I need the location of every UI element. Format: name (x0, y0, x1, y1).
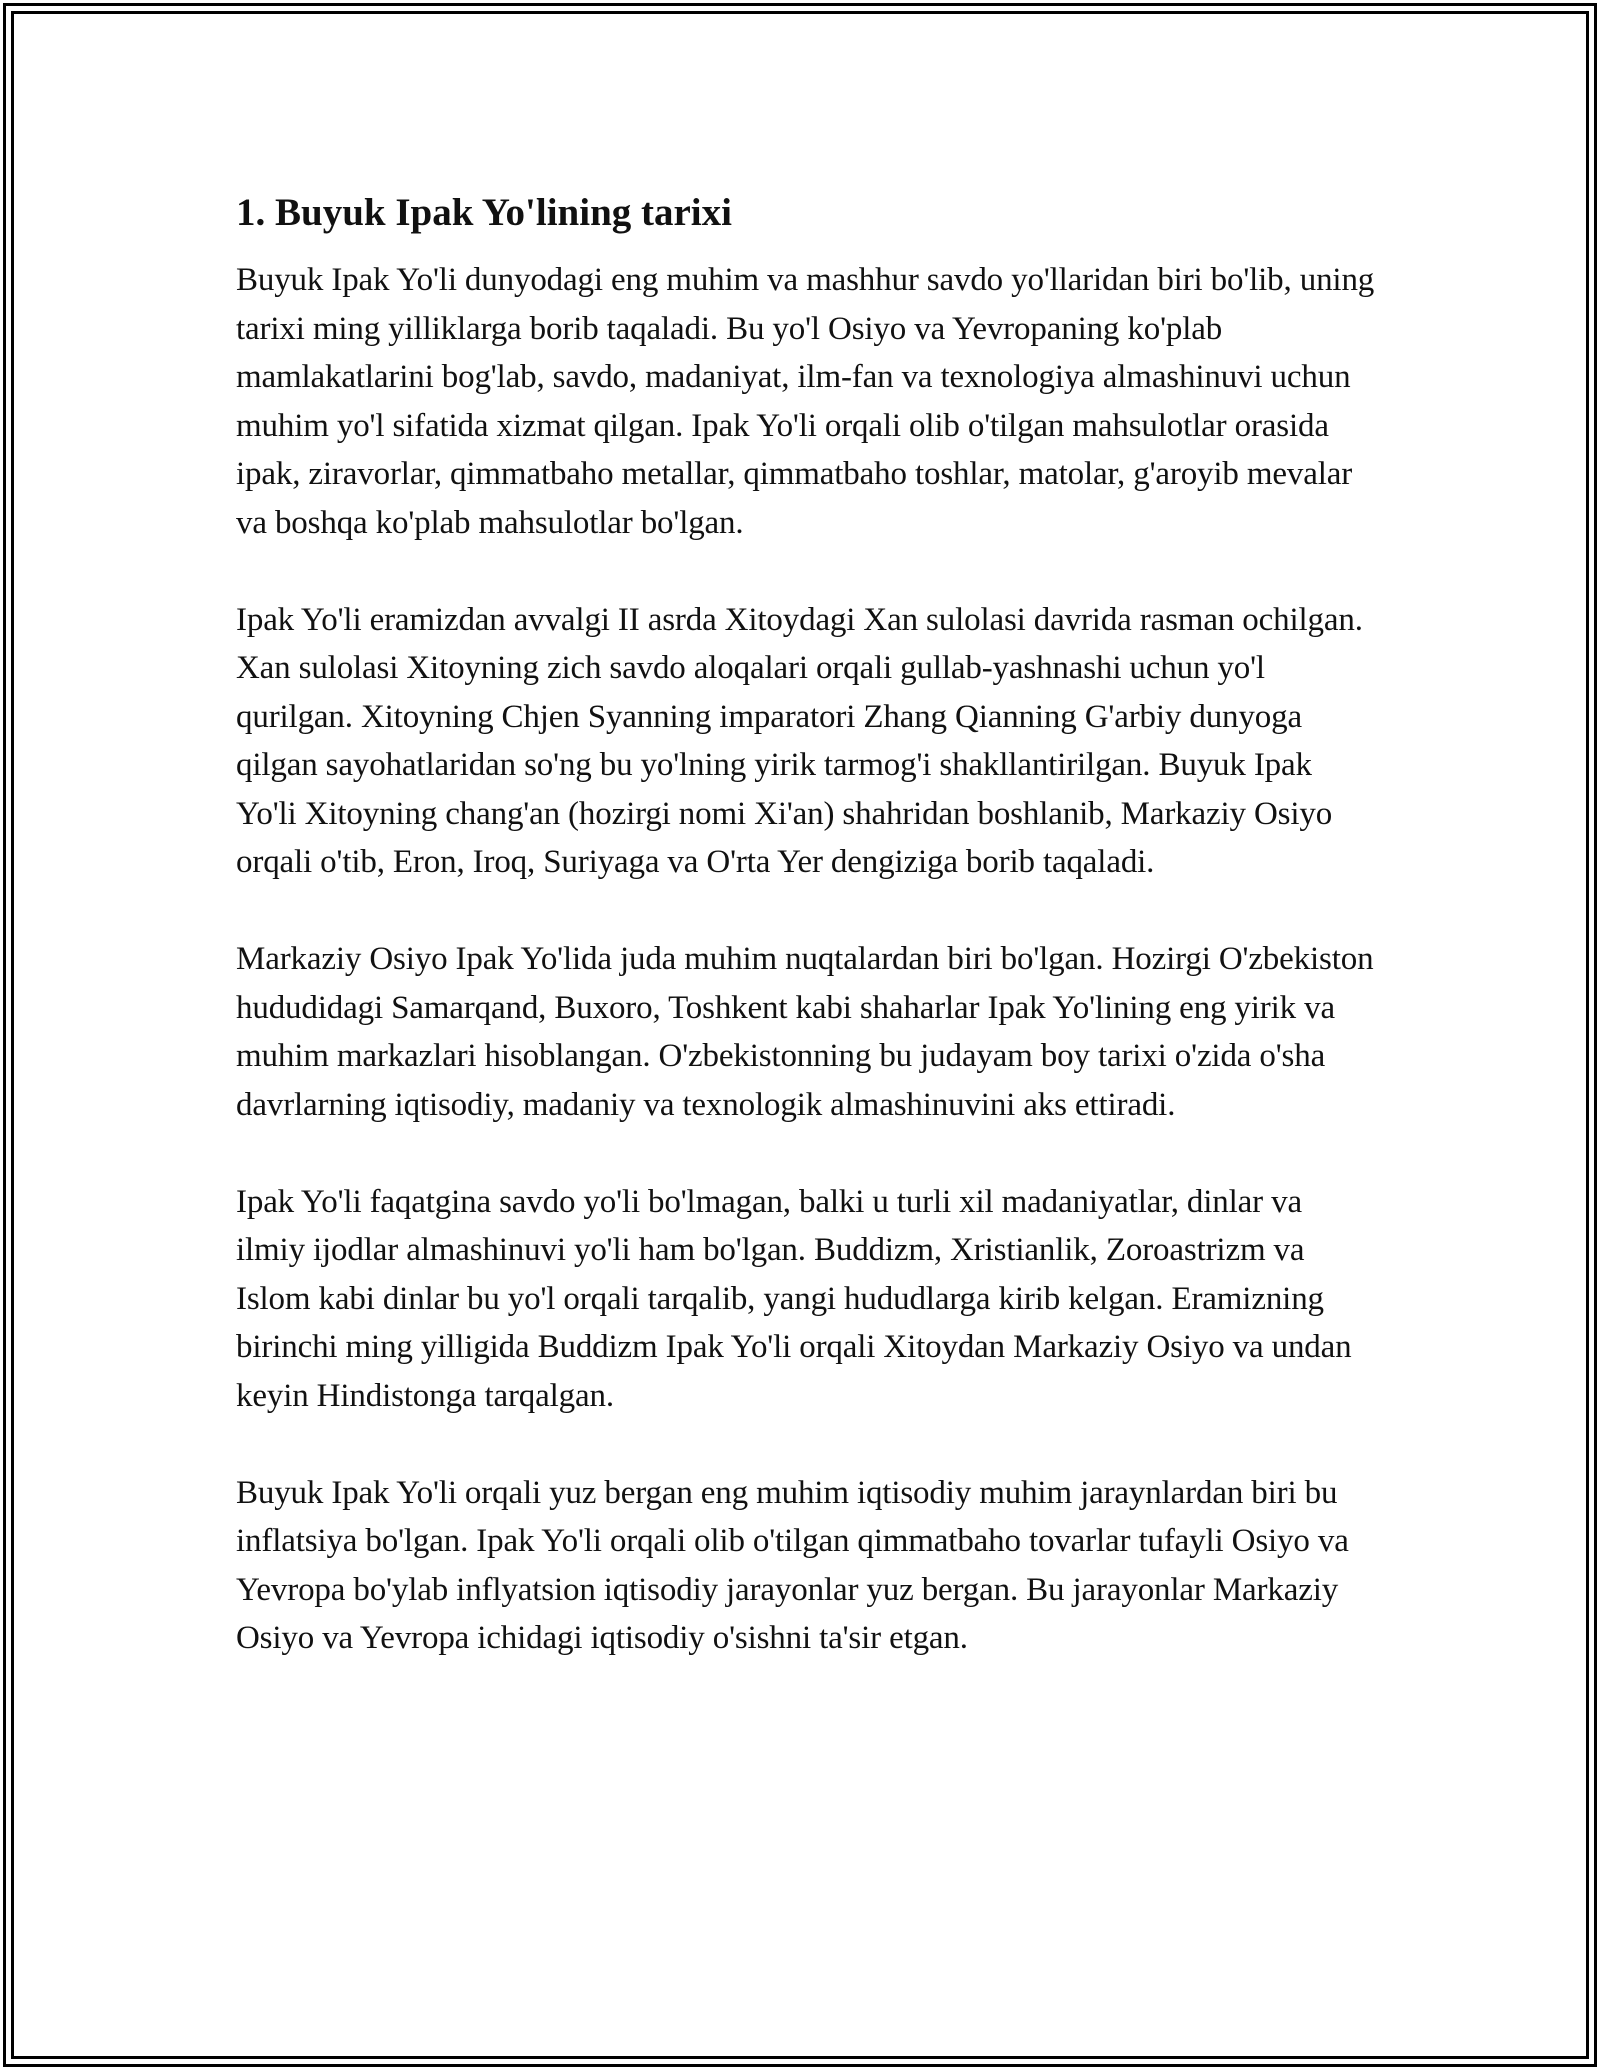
paragraph-1: Buyuk Ipak Yo'li dunyodagi eng muhim va mashhur savdo yo'llaridan biri bo'lib, uning tarixi ming yilliklarga borib taqaladi. Bu yo'l Osiyo va Yevropaning ko'plab mamlakatlarini bog'lab, savdo, madaniyat, ilm-fan va texnologiya almashinuvi uchun muhim yo'l sifatida xizmat qilgan. Ipak Yo'li orqali olib o'tilgan mahsulotlar orasida ipak, ziravorlar, qimmatbaho metallar, qimmatbaho toshlar, matolar, g'aroyib mevalar va boshqa ko'plab mahsulotlar bo'lgan. (236, 262, 1375, 541)
paragraph-4: Ipak Yo'li faqatgina savdo yo'li bo'lmagan, balki u turli xil madaniyatlar, dinlar va ilmiy ijodlar almashinuvi yo'li ham bo'lgan. Buddizm, Xristianlik, Zoroastrizm va Islom kabi dinlar bu yo'l orqali tarqalib, yangi hududlarga kirib kelgan. Eramizning birinchi ming yilligida Buddizm Ipak Yo'li orqali Xitoydan Markaziy Osiyo va undan keyin Hindistonga tarqalgan. (236, 1183, 1352, 1414)
paragraph-2: Ipak Yo'li eramizdan avvalgi II asrda Xitoydagi Xan sulolasi davrida rasman ochilgan. Xan sulolasi Xitoyning zich savdo aloqalari orqali gullab-yashnashi uchun yo'l qurilgan. Xitoyning Chjen Syanning imparatori Zhang Qianning G'arbiy dunyoga qilgan sayohatlaridan so'ng bu yo'lning yirik tarmog'i shakllantirilgan. Buyuk Ipak Yo'li Xitoyning chang'an (hozirgi nomi Xi'an) shahridan boshlanib, Markaziy Osiyo orqali o'tib, Eron, Iroq, Suriyaga va O'rta Yer dengiziga borib taqaladi. (236, 601, 1363, 880)
document-body (236, 184, 1376, 1711)
paragraph-5: Buyuk Ipak Yo'li orqali yuz bergan eng muhim iqtisodiy muhim jaraynlardan biri bu inflatsiya bo'lgan. Ipak Yo'li orqali olib o'tilgan qimmatbaho tovarlar tufayli Osiyo va Yevropa bo'ylab inflyatsion iqtisodiy jarayonlar yuz bergan. Bu jarayonlar Markaziy Osiyo va Yevropa ichidagi iqtisodiy o'sishni ta'sir etgan. (236, 1474, 1349, 1656)
paragraph-3: Markaziy Osiyo Ipak Yo'lida juda muhim nuqtalardan biri bo'lgan. Hozirgi O'zbekiston hududidagi Samarqand, Buxoro, Toshkent kabi shaharlar Ipak Yo'lining eng yirik va muhim markazlari hisoblangan. O'zbekistonning bu judayam boy tarixi o'zida o'sha davrlarning iqtisodiy, madaniy va texnologik almashinuvini aks ettiradi. (236, 941, 1374, 1123)
document-title: 1. Buyuk Ipak Yo'lining tarixi (236, 191, 732, 234)
